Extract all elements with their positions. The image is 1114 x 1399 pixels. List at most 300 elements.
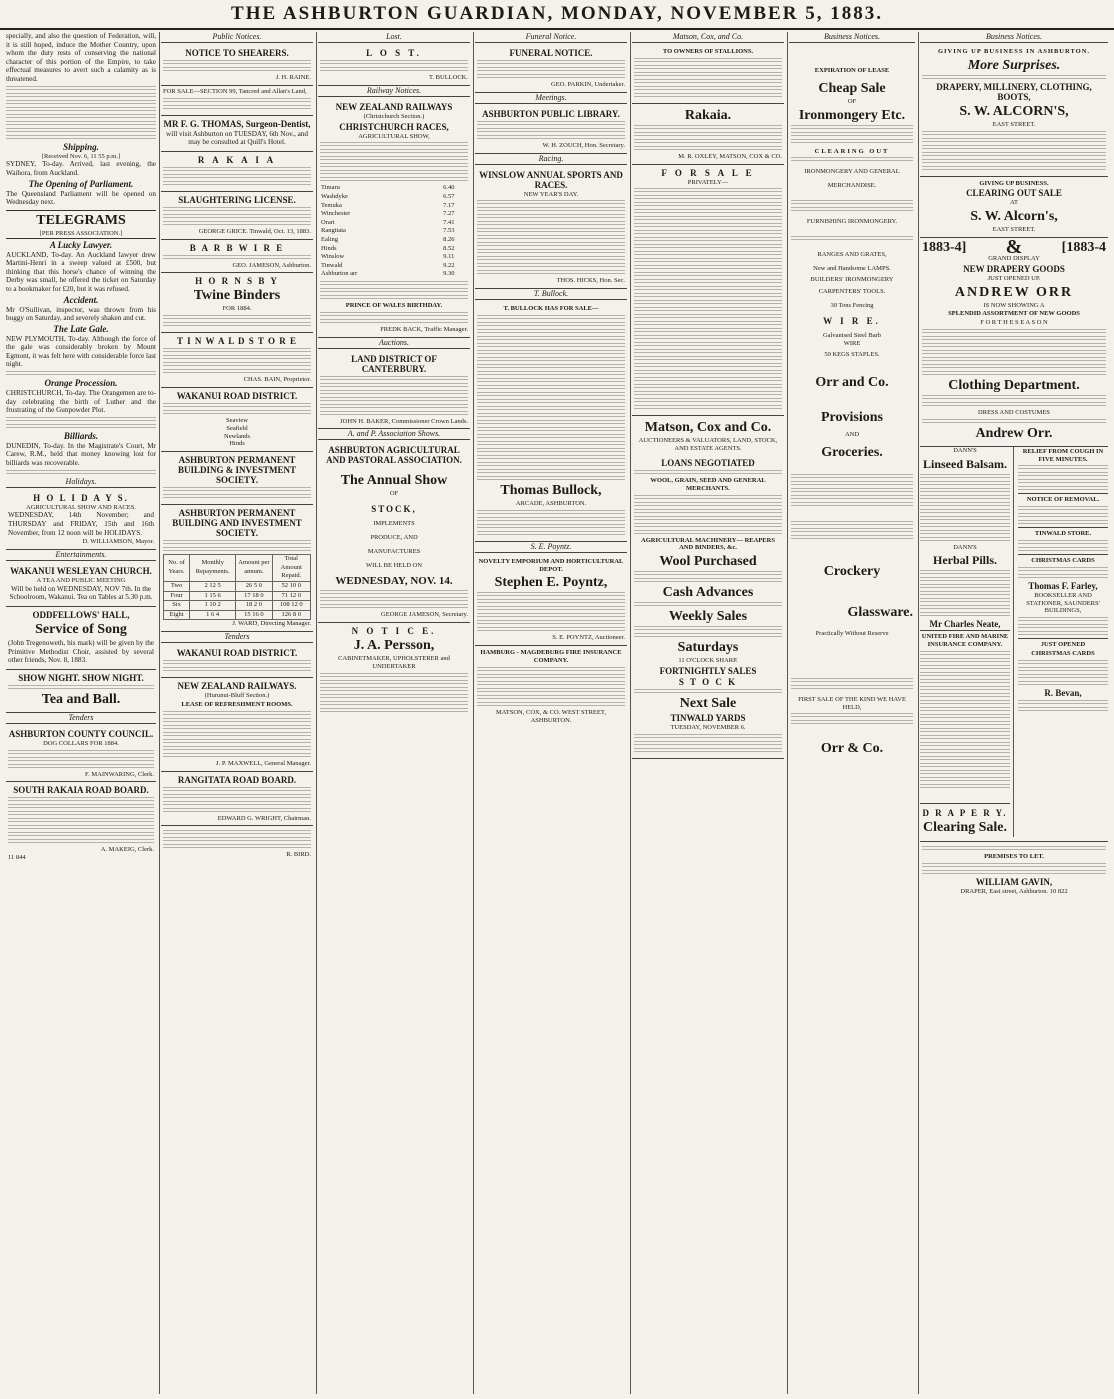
lost-header: Lost. [318, 32, 470, 43]
table-cell: 7.17 [443, 201, 455, 209]
cash-advances: Cash Advances [662, 585, 754, 601]
table-header: Amount per annum. [236, 555, 272, 582]
land-heading: LAND DISTRICT OF CANTERBURY. [351, 353, 437, 374]
col7-left [920, 447, 1014, 837]
groceries: Groceries. [821, 444, 883, 460]
shipping-text: SYDNEY, To-day. Arrived, last evening, the Waihora, from Auckland. [6, 160, 156, 177]
giving2: GIVING UP BUSINESS. [979, 179, 1049, 187]
wool-purchased: Wool Purchased [659, 554, 757, 570]
slaughter-sign: GEORGE GRICE. Tinwald, Oct. 13, 1883. [198, 227, 311, 235]
poyntz-name: Stephen E. Poyntz, [494, 575, 608, 591]
clearing: CLEARING OUT [814, 147, 890, 155]
slaughter-heading: SLAUGHTERING LICENSE. [178, 194, 296, 205]
parliament-text: The Queensland Parliament will be opened on Wednesday next. [6, 189, 156, 207]
newyear: NEW YEAR'S DAY. [523, 190, 579, 198]
table-cell: Washdyke [321, 192, 348, 200]
holidays-ad [6, 490, 156, 550]
table-cell: 8.26 [443, 235, 455, 243]
bullock-ad [475, 302, 627, 542]
loans-heading: LOANS NEGOTIATED [661, 457, 755, 468]
library-ad [475, 106, 627, 154]
rakaia-road-ad [6, 782, 156, 865]
table-cell: Tinwald [321, 261, 343, 269]
wakanui-road-ad [161, 388, 313, 452]
galv: Galvanised Steel Barb [822, 331, 882, 339]
thomas-text: will visit Ashburton on TUESDAY, 6th Nov., and may be consulted at Quill's Hotel. [166, 129, 308, 147]
bird-sign: R. BIRD. [286, 851, 311, 859]
agri-heading: AGRICULTURAL MACHINERY— REAPERS AND BINDERS, &c. [641, 536, 775, 552]
song-text: (John Tregenoweth, his mark) will be given by the Primitive Methodist Choir, assisted by several other friends, Nov. 8, 1883. [8, 638, 154, 665]
persson-ad [318, 623, 470, 718]
staples: 50 KEGS STAPLES. [824, 351, 880, 359]
alcorn2: S. W. Alcorn's, [970, 209, 1058, 225]
table-cell: Winchester [321, 210, 351, 218]
entertainments-header: Entertainments. [6, 550, 156, 561]
east2: EAST STREET. [992, 226, 1036, 234]
bullock-heading: T. BULLOCK HAS FOR SALE— [503, 305, 599, 313]
season: F O R T H E S E A S O N [980, 319, 1048, 327]
accident-heading: Accident. [63, 294, 99, 305]
premises: PREMISES TO LET. [984, 852, 1044, 860]
barbwire-sign: GEO. JAMESON, Ashburton. [232, 261, 311, 269]
year-right: [1883-4 [1061, 239, 1106, 255]
table-cell: 9.22 [443, 261, 455, 269]
tinwald-yards: TINWALD YARDS [670, 712, 746, 723]
stock: S T O C K [678, 676, 738, 687]
christmas: CHRISTMAS CARDS [1018, 554, 1108, 565]
tinwald-store-heading: T I N W A L D S T O R E [177, 336, 297, 347]
table-cell: 6.57 [443, 192, 455, 200]
table-cell: 1 15 6 [190, 591, 236, 601]
hamburg-heading: HAMBURG - MAGDEBURG FIRE INSURANCE COMPANY. [480, 649, 622, 664]
shipping-date: [Received Nov. 6, 11 55 p.m.] [41, 152, 121, 160]
tenders-header: Tenders [6, 713, 156, 724]
dann1: DANN'S [953, 446, 977, 454]
table-cell: 26 5 0 [236, 581, 272, 591]
apa-stock: STOCK, [371, 504, 417, 515]
weekly-sales: Weekly Sales [668, 609, 748, 625]
show-night-ad [6, 670, 156, 713]
orange-heading: Orange Procession. [44, 378, 118, 389]
fencing: 30 Tons Fencing [830, 301, 874, 309]
railway-ad [318, 99, 470, 338]
annual-show: The Annual Show [340, 473, 448, 489]
wesleyan-sub: A TEA AND PUBLIC MEETING [36, 577, 126, 584]
council-ad [6, 726, 156, 783]
table-row [164, 591, 311, 601]
table-cell: Six [164, 601, 190, 611]
table-row [320, 210, 468, 219]
hornsby-heading: H O R N S B Y [195, 276, 279, 287]
hicks-sign: THOS. HICKS, Hon. Sec. [556, 277, 625, 285]
table-cell: 1 6 4 [190, 610, 236, 620]
removal: NOTICE OF REMOVAL. [1018, 493, 1108, 504]
twine-sub: FOR 1884. [222, 305, 252, 313]
persson-name: J. A. Persson, [353, 638, 435, 654]
table-row [320, 193, 468, 202]
builders: BUILDERS' IRONMONGERY [810, 276, 894, 284]
nzr-heading: NEW ZEALAND RAILWAYS. [177, 681, 297, 692]
lucky-text: AUCKLAND, To-day. An Auckland lawyer drew Martini-Henri in a sweep valued at £500, but thinking that this horse's chance of winning the Derby was small, he offered the ticket on Saturday to a bookmaker for £20, but it was refused. [6, 250, 156, 293]
clearing-sale: Clearing Sale. [923, 819, 1007, 835]
showing: IS NOW SHOWING A [983, 301, 1045, 309]
table-header: No. of Years. [164, 555, 190, 582]
gavin: WILLIAM GAVIN, [975, 876, 1053, 887]
merchandise: MERCHANDISE. [827, 182, 877, 190]
rangitata-ad [161, 772, 313, 827]
funeral-sign: GEO. PARKIN, Undertaker. [551, 81, 625, 88]
matson-header: Matson, Cox, and Co. [632, 32, 784, 43]
apa-of: OF [389, 490, 399, 498]
table-cell: Temuka [321, 201, 342, 209]
crockery: Crockery [823, 563, 881, 579]
matson-sub: AUCTIONEERS & VALUATORS, LAND, STOCK, AND ESTATE AGENTS. [638, 437, 778, 453]
sharp: 11 O'CLOCK SHARP. [678, 657, 738, 665]
column-1-number: 11 844 [8, 854, 26, 862]
charles-neate: Mr Charles Neate, [929, 619, 1001, 630]
furnishing: FURNISHING IRONMONGERY. [806, 217, 898, 225]
shearers-ad [161, 45, 313, 86]
forsale-ad [632, 165, 784, 417]
col6-and: AND [844, 431, 860, 439]
table-cell: 18 2 0 [236, 601, 272, 611]
dann2: DANN'S [953, 543, 977, 551]
next-sale: Next Sale [679, 695, 737, 711]
repayment-table [163, 554, 311, 620]
tinwald-store-ad [161, 333, 313, 388]
wesleyan-ad [6, 563, 156, 607]
cheap-sale: Cheap Sale [818, 80, 886, 96]
shipping-heading: Shipping. [63, 141, 99, 152]
wesleyan-text: Will be held on WEDNESDAY, NOV 7th. In the Schoolroom, Wakanui. Tea on Tables at 5.30 p.m. [9, 584, 153, 602]
thomas-heading: MR F. G. THOMAS, Surgeon-Dentist, [163, 118, 311, 129]
table-cell: Two [164, 581, 190, 591]
table-row [320, 202, 468, 211]
privately: PRIVATELY— [687, 178, 729, 186]
column-4 [475, 32, 631, 1394]
andrew-orr-big: ANDREW ORR [954, 284, 1074, 300]
table-row [320, 253, 468, 262]
holidays-sign: D. WILLIAMSON, Mayor. [82, 538, 154, 546]
back-sign: FREDK BACK, Traffic Manager. [380, 325, 468, 333]
table-cell: 7.27 [443, 210, 455, 218]
table-row [320, 236, 468, 245]
alcorn-east: EAST STREET. [992, 120, 1036, 128]
dress: DRESS AND COSTUMES [978, 408, 1050, 416]
table-row [320, 227, 468, 236]
winslow-ad [475, 167, 627, 290]
barbwire-heading: B A R B W I R E [189, 242, 285, 253]
expiration-heading: EXPIRATION OF LEASE [814, 67, 890, 74]
baker-sign: JOHN H. BAKER, Commissioner Crown Lands. [340, 417, 468, 425]
maxwell-sign: J. P. MAXWELL, General Manager. [216, 759, 311, 767]
new-drapery: NEW DRAPERY GOODS [963, 263, 1065, 274]
table-row [320, 245, 468, 254]
column-7 [920, 32, 1108, 1394]
wesleyan-heading: WAKANUI WESLEYAN CHURCH. [10, 566, 152, 576]
parliament-heading: The Opening of Parliament. [28, 178, 134, 189]
business6-header: Business Notices. [789, 32, 915, 43]
table-cell: 8.52 [443, 244, 455, 252]
funeral-header: Funeral Notice. [475, 32, 627, 43]
wakanui-place-3: Newlands [224, 432, 250, 440]
table-cell: 2 12 5 [190, 581, 236, 591]
funeral-heading: FUNERAL NOTICE. [509, 48, 593, 58]
table-row [320, 219, 468, 228]
show-night-heading: SHOW NIGHT. SHOW NIGHT. [18, 672, 144, 683]
tea-and-ball: Tea and Ball. [41, 691, 121, 707]
table-cell: 6.40 [443, 184, 455, 192]
table-cell: Eight [164, 610, 190, 620]
table-cell: Winslow [321, 253, 345, 261]
holidays-title: H O L I D A Y S. [33, 492, 129, 503]
telegrams-sub: [PER PRESS ASSOCIATION.] [39, 229, 123, 237]
col7-split [920, 447, 1108, 837]
wakanui-place-2: Seafield [226, 424, 248, 432]
premises-ad [920, 841, 1108, 899]
provisions: Provisions [821, 410, 883, 426]
prince-heading: PRINCE OF WALES BIRTHDAY. [345, 301, 443, 309]
drapery: D R A P E R Y. [920, 803, 1010, 818]
table-cell: Four [164, 591, 190, 601]
table-cell: Orari [321, 218, 335, 226]
winslow-heading: WINSLOW ANNUAL SPORTS AND RACES. [479, 169, 623, 190]
lost-sign: T. BULLOCK. [428, 74, 468, 81]
table-cell: 52 10 0 [272, 581, 310, 591]
pbis-sign: J. WARD, Directing Manager. [232, 620, 311, 628]
masthead-title: THE ASHBURTON GUARDIAN, MONDAY, NOVEMBER 5, 1883. [231, 3, 883, 24]
table-row [320, 262, 468, 271]
rakaia5-ad [632, 104, 784, 165]
column-6 [789, 32, 919, 1394]
hamburg-ad [475, 646, 627, 727]
alcorn-name: S. W. ALCORN'S, [959, 103, 1069, 119]
farley-sub: BOOKSELLER AND STATIONER, SAUNDERS' BUILDINGS, [1026, 591, 1100, 615]
races-sub: AGRICULTURAL SHOW, [358, 132, 430, 140]
clearing-ad [920, 177, 1108, 238]
table-cell: 126 8 0 [272, 610, 310, 620]
twine-binders: Twine Binders [193, 288, 281, 304]
shearers-sign: J. H. RAINE. [275, 74, 311, 81]
wright-sign: EDWARD G. WRIGHT, Chairman. [217, 814, 311, 822]
business7-header: Business Notices. [920, 32, 1108, 43]
year-left: 1883-4] [922, 239, 967, 255]
telegrams-block [6, 210, 156, 239]
table-cell: 7.41 [443, 218, 455, 226]
ampersand: & [1005, 235, 1023, 258]
land-ad [318, 351, 470, 430]
orr-drapery-ad [920, 235, 1108, 447]
giving-heading: GIVING UP BUSINESS IN ASHBURTON. [937, 48, 1091, 55]
gale-heading: The Late Gale. [53, 323, 109, 334]
gale-text: NEW PLYMOUTH, To-day. Although the force of the gale was considerably broken by Mount Egmont, it was felt here with considerable force last night. [6, 334, 156, 369]
holidays-text: WEDNESDAY, 14th November; and THURSDAY and FRIDAY, 15th and 16th November, from 12 noon will be HOLIDAYS. [8, 511, 154, 537]
saturdays: Saturdays [677, 640, 739, 656]
table-cell: 15 16 0 [236, 610, 272, 620]
council-sign: F. MAINWARING, Clerk. [85, 770, 154, 778]
refresh-heading: LEASE OF REFRESHMENT ROOMS. [181, 700, 293, 708]
table-cell: Rangitata [321, 227, 346, 235]
rakaia-road-heading: SOUTH RAKAIA ROAD BOARD. [13, 785, 149, 796]
bullock-name: Thomas Bullock, [500, 482, 602, 498]
holidays-sub: AGRICULTURAL SHOW AND RACES. [26, 503, 136, 511]
jameson-sign: GEORGE JAMESON, Secretary. [381, 611, 468, 619]
wire2: WIRE [843, 339, 861, 347]
railway-heading: NEW ZEALAND RAILWAYS [335, 101, 453, 112]
iron-general: IRONMONGERY AND GENERAL [804, 168, 900, 176]
first-sale: FIRST SALE OF THE KIND WE HAVE HELD, [798, 695, 906, 711]
zouch-sign: W. H. ZOUCH, Hon. Secretary. [542, 141, 625, 149]
thomas-ad [161, 116, 313, 152]
wakanui-place-4: Hinds [229, 440, 245, 448]
bevan: R. Bevan, [1044, 687, 1082, 698]
bird-ad [161, 826, 313, 862]
columns [6, 32, 1108, 1394]
table-row [320, 270, 468, 279]
apa-date: WEDNESDAY, NOV. 14. [335, 575, 453, 588]
apa-held: WILL BE HELD ON [366, 561, 422, 569]
persson-sub: CABINETMAKER, UPHOLSTERER and UNDERTAKER [338, 655, 450, 670]
pbis-ad [161, 452, 313, 505]
table-header: Total Amount Repaid. [272, 555, 310, 582]
table-row [164, 610, 311, 620]
funeral-ad [475, 45, 627, 93]
andrew-orr: Andrew Orr. [975, 425, 1053, 441]
auctions-header: Auctions. [318, 338, 470, 349]
matson-sign: MATSON, COX, & CO. WEST STREET, ASHBURTON. [496, 708, 606, 724]
cards: CHRISTMAS CARDS [1031, 649, 1095, 657]
timetable [320, 184, 468, 279]
apa-ad [318, 442, 470, 623]
wakanui2-ad [161, 645, 313, 678]
slaughter-ad [161, 192, 313, 240]
oxley-sign: M. R. OXLEY, MATSON, COX & CO. [678, 152, 782, 160]
nzr-ad [161, 678, 313, 771]
ironmongery-ad [789, 45, 915, 761]
billiards-heading: Billiards. [63, 430, 99, 441]
matson-heading: Matson, Cox and Co. [644, 420, 772, 436]
tinwald-sign: CHAS. BAIN, Proprietor. [243, 376, 311, 384]
novelty-heading: NOVELTY EMPORIUM AND HORTICULTURAL DEPOT. [478, 557, 624, 573]
clearing-out: CLEARING OUT SALE [966, 188, 1062, 199]
clothing: Clothing Department. [948, 377, 1080, 393]
oddfellows-ad [6, 607, 156, 670]
reserve: Practically Without Reserve [815, 629, 889, 637]
wire: W I R E. [823, 315, 881, 326]
apa-heading: ASHBURTON AGRICULTURAL AND PASTORAL ASSOCIATION. [326, 445, 462, 466]
ranges: RANGES AND GRATES, [817, 250, 887, 258]
railway-sub: (Christchurch Section.) [363, 112, 425, 120]
fortnightly: FORTNIGHTLY SALES [659, 665, 757, 676]
library-heading: ASHBURTON PUBLIC LIBRARY. [482, 108, 620, 119]
linseed: Linseed Balsam. [922, 456, 1007, 471]
council-heading: ASHBURTON COUNTY COUNCIL. [8, 728, 154, 739]
rangitata-heading: RANGITATA ROAD BOARD. [177, 774, 297, 785]
rakaia-ad [161, 152, 313, 192]
lamps: New and Handsome LAMPS. [813, 264, 891, 272]
drapery-heading: DRAPERY, MILLINERY, CLOTHING, BOOTS, [936, 81, 1092, 102]
wakanui-road-heading: WAKANUI ROAD DISTRICT. [176, 390, 298, 401]
glassware: Glassware. [847, 604, 913, 620]
apa-produce: PRODUCE, AND [370, 533, 418, 541]
table-header: Monthly Repayments. [190, 555, 236, 582]
column-5 [632, 32, 788, 1394]
lost-ad [318, 45, 470, 86]
apa-implements: IMPLEMENTS [373, 520, 415, 528]
shearers-heading: NOTICE TO SHEARERS. [185, 48, 289, 58]
col6-of: OF [847, 97, 857, 105]
column-3 [318, 32, 474, 1394]
nzr-sub: (Hurunui-Bluff Section.) [204, 692, 270, 700]
racing-header: Racing. [475, 154, 627, 165]
oddfellows-heading: ODDFELLOWS' HALL, [32, 609, 130, 620]
wakanui2-heading: WAKANUI ROAD DISTRICT. [176, 648, 298, 659]
grand-display: GRAND DISPLAY [988, 254, 1040, 262]
table-row [164, 581, 311, 591]
splendid: SPLENDID ASSORTMENT OF NEW GOODS [948, 310, 1080, 318]
orr-co: Orr & Co. [820, 741, 884, 757]
ironmongery: Ironmongery Etc. [798, 107, 906, 123]
table-row [164, 601, 311, 611]
hornsby-ad [161, 273, 313, 333]
table-cell: 17 18 0 [236, 591, 272, 601]
farley: Thomas F. Farley, [1028, 580, 1098, 591]
table-cell: 1 10 2 [190, 601, 236, 611]
col7-at: AT [1010, 199, 1018, 207]
wakanui-place-1: Seaview [225, 416, 249, 424]
table-cell: 108 12 0 [272, 601, 310, 611]
carpenters: CARPENTERS' TOOLS. [818, 288, 886, 296]
holidays-header: Holidays. [6, 477, 156, 488]
alcorn-ad [920, 45, 1108, 177]
public-notices-header: Public Notices. [161, 32, 313, 43]
stallions-ad [632, 45, 784, 104]
apa-manufactures: MANUFACTURES [367, 547, 421, 555]
pbis2-heading: ASHBURTON PERMANENT BUILDING AND INVESTMENT SOCIETY. [172, 508, 302, 539]
rakaia-heading: R A K A I A [197, 154, 277, 165]
pbis2-ad [161, 505, 313, 632]
herbal: Herbal Pills. [933, 553, 997, 568]
races-heading: CHRISTCHURCH RACES, [339, 121, 449, 132]
accident-text: Mr O'Sullivan, inspector, was thrown from his buggy on Saturday, and severely shaken and cut. [6, 305, 156, 323]
poyntz-header: S. E. Poyntz. [475, 542, 627, 553]
column-1 [6, 32, 160, 1394]
column-2 [161, 32, 317, 1394]
poyntz-sign: S. E. POYNTZ, Auctioneer. [552, 634, 625, 642]
table-cell: Timaru [321, 184, 340, 192]
council-sub: DOG COLLARS FOR 1884. [43, 739, 119, 747]
table-cell: 9.30 [443, 270, 455, 278]
telegrams-heading: TELEGRAMS [36, 212, 126, 228]
tinwald-store-2: TINWALD STORE. [1018, 527, 1108, 538]
forsale-heading: F O R S A L E [661, 167, 755, 178]
service-of-song: Service of Song [35, 621, 127, 637]
bullock-address: ARCADE, ASHBURTON. [515, 499, 587, 507]
tenders-header-2: Tenders [161, 632, 313, 643]
just-opened: JUST OPENED UP. [987, 274, 1041, 282]
meetings-header: Meetings. [475, 93, 627, 104]
table-cell: Hinds [321, 244, 337, 252]
orr-and-co: Orr and Co. [815, 375, 889, 391]
table-cell: 9.11 [443, 253, 455, 261]
tuesday: TUESDAY, NOVEMBER 6. [670, 723, 746, 731]
table-cell: 71 12 0 [272, 591, 310, 601]
pbis-heading: ASHBURTON PERMANENT BUILDING & INVESTMENT SOCIETY. [177, 455, 297, 486]
barbwire-ad [161, 240, 313, 274]
lost-heading: L O S T. [366, 48, 422, 58]
more-surprises: More Surprises. [967, 57, 1061, 73]
col7-right [1018, 447, 1108, 837]
